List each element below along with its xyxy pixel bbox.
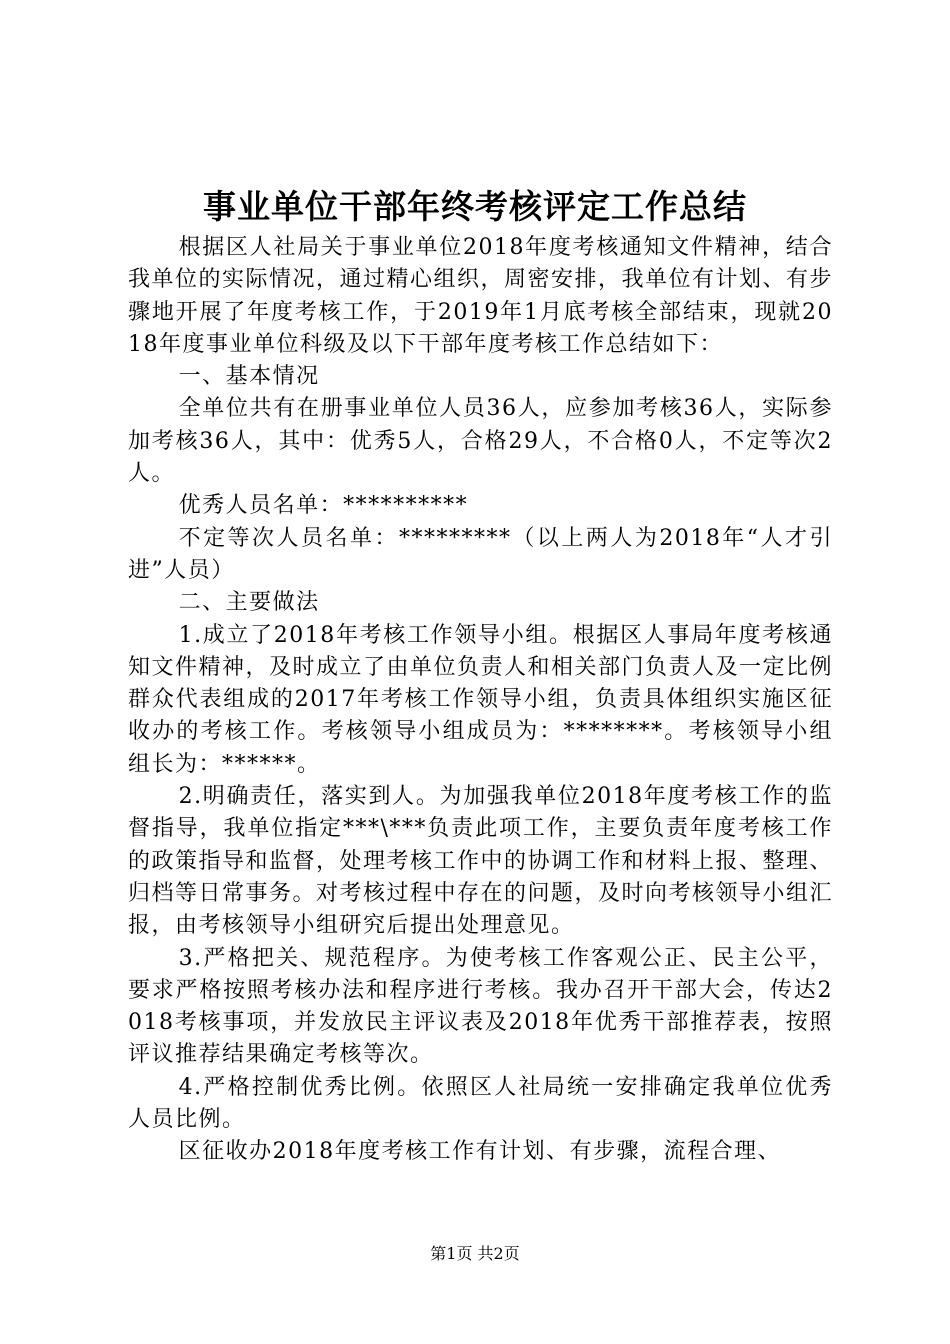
paragraph-excellent-list: 优秀人员名单：********** — [178, 493, 469, 519]
paragraph-conclusion: 区征收办2018年度考核工作有计划、有步骤，流程合理、 — [178, 1139, 782, 1165]
page-number: 第1页 共2页 — [430, 1244, 520, 1263]
section-heading-basic: 一、基本情况 — [178, 364, 320, 390]
paragraph-method-2: 2.明确责任，落实到人。为加强我单位2018年度考核工作的监督指导，我单位指定***\***负责此项工作，主要负责年度考核工作的政策指导和监督，处理考核工作中的协调工作和材料上报、整理、归档等日常事务。对考核过程中存在的问题，及时向考核领导小组汇报，由考核领导小组研究后提出处理意见。 — [128, 784, 834, 939]
paragraph-intro: 根据区人社局关于事业单位2018年度考核通知文件精神，结合我单位的实际情况，通过精心组织，周密安排，我单位有计划、有步骤地开展了年度考核工作，于2019年1月底考核全部结束，现就2018年度事业单位科级及以下干部年度考核工作总结如下： — [128, 235, 834, 357]
paragraph-statistics: 全单位共有在册事业单位人员36人，应参加考核36人，实际参加考核36人，其中：优秀5人，合格29人，不合格0人，不定等次2人。 — [128, 396, 833, 487]
document-title: 事业单位干部年终考核评定工作总结 — [203, 187, 747, 226]
document-body — [128, 232, 833, 1169]
section-heading-methods: 二、主要做法 — [178, 590, 320, 616]
paragraph-method-3: 3.严格把关、规范程序。为使考核工作客观公正、民主公平，要求严格按照考核办法和程序进行考核。我办召开干部大会，传达2018考核事项，并发放民主评议表及2018年优秀干部推荐表，按照评议推荐结果确定考核等次。 — [128, 945, 833, 1068]
paragraph-method-1: 1.成立了2018年考核工作领导小组。根据区人事局年度考核通知文件精神，及时成立了由单位负责人和相关部门负责人及一定比例群众代表组成的2017年考核工作领导小组，负责具体组织实施区征收办的考核工作。考核领导小组成员为：********。考核领导小组组长为：******。 — [128, 622, 834, 777]
paragraph-unrated-list: 不定等次人员名单：*********（以上两人为2018年“人才引进”人员） — [128, 525, 833, 583]
paragraph-method-4: 4.严格控制优秀比例。依照区人社局统一安排确定我单位优秀人员比例。 — [128, 1074, 833, 1133]
